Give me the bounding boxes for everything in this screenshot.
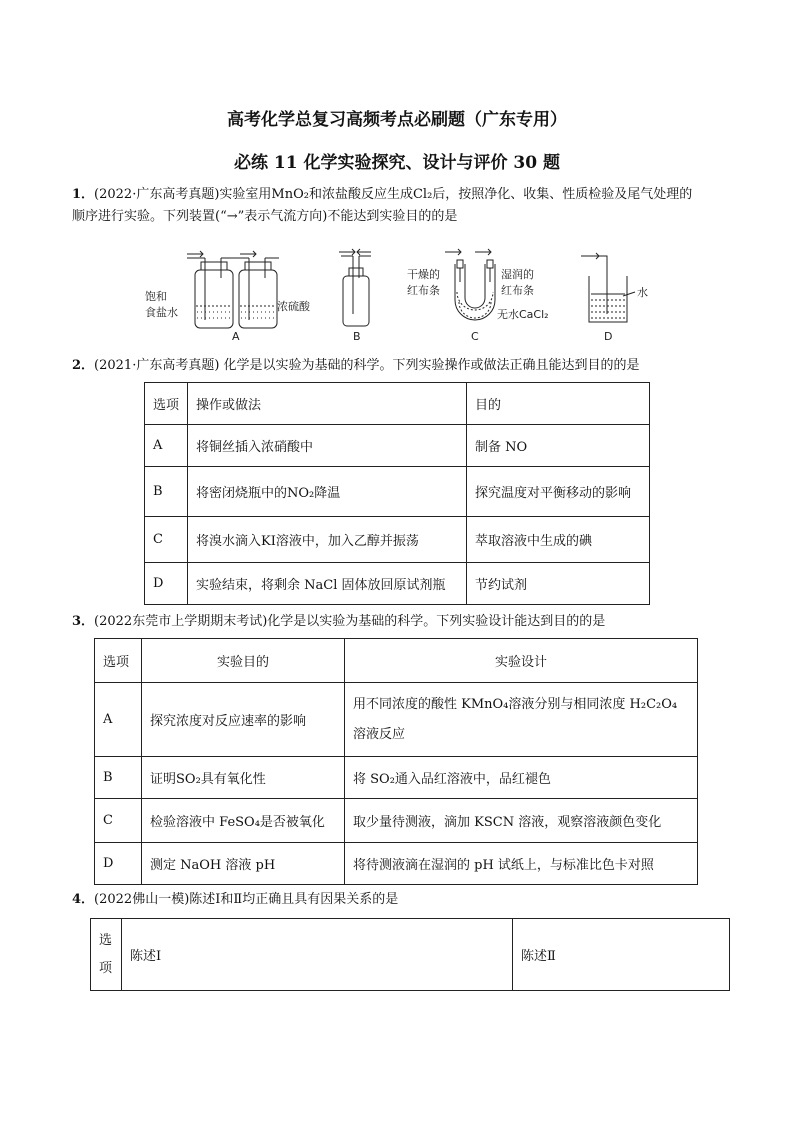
table-cell: 制备 NO (467, 425, 650, 467)
label-c1: 干燥的 (407, 268, 440, 281)
header-cell: 实验目的 (142, 639, 345, 683)
caption-a: A (232, 330, 240, 343)
question-text: (2022·广东高考真题)实验室用MnO₂和浓盐酸反应生成Cl₂后，按照净化、收集、性质检验及尾气处理的 (94, 187, 693, 202)
header-cell: 选项 (145, 383, 188, 425)
table-cell: 将 SO₂通入品红溶液中，品红褪色 (345, 757, 698, 799)
table-cell: 实验结束，将剩余 NaCl 固体放回原试剂瓶 (188, 563, 467, 605)
table-q3 (94, 638, 698, 885)
question-text: (2021·广东高考真题) 化学是以实验为基础的科学。下列实验操作或做法正确且能达到目的的是 (94, 358, 640, 373)
header-cell: 实验设计 (345, 639, 698, 683)
table-cell: 探究温度对平衡移动的影响 (467, 467, 650, 517)
label-c2: 红布条 (407, 284, 440, 297)
table-cell: 检验溶液中 FeSO₄是否被氧化 (142, 799, 345, 843)
table-cell: 将待测液滴在湿润的 pH 试纸上，与标准比色卡对照 (345, 843, 698, 885)
question-number: 2． (72, 358, 95, 373)
device-b (339, 249, 371, 326)
table-row (95, 757, 698, 799)
table-cell: 证明SO₂具有氧化性 (142, 757, 345, 799)
header-cell (91, 919, 122, 991)
header-char: 选 (99, 932, 113, 948)
label-a3: 浓硫酸 (277, 300, 310, 313)
table-row (145, 517, 650, 563)
table-cell: B (145, 467, 188, 517)
label-c5: 无水CaCl₂ (497, 308, 549, 321)
question-1 (72, 184, 732, 228)
table-row (145, 467, 650, 517)
table-header-row (91, 919, 730, 991)
device-a (187, 251, 279, 328)
table-row (145, 425, 650, 467)
table-row (95, 843, 698, 885)
page-title: 高考化学总复习高频考点必刷题（广东专用） (227, 110, 567, 130)
table-cell: 测定 NaOH 溶液 pH (142, 843, 345, 885)
header-cell: 操作或做法 (188, 383, 467, 425)
table-q4 (90, 918, 730, 991)
table-header-row (145, 383, 650, 425)
table-cell: D (95, 843, 142, 885)
cell-line: 用不同浓度的酸性 KMnO₄溶液分别与相同浓度 H₂C₂O₄ (353, 696, 678, 712)
header-cell: 陈述Ⅰ (122, 919, 513, 991)
table-cell: 将铜丝插入浓硝酸中 (188, 425, 467, 467)
table-cell: C (145, 517, 188, 563)
table-q2 (144, 382, 650, 605)
table-cell: 萃取溶液中生成的碘 (467, 517, 650, 563)
page-subtitle: 必练 11 化学实验探究、设计与评价 30 题 (234, 153, 560, 173)
table-row (95, 799, 698, 843)
apparatus-figure (145, 248, 665, 344)
question-text: (2022东莞市上学期期末考试)化学是以实验为基础的科学。下列实验设计能达到目的的是 (94, 614, 606, 629)
table-cell (345, 683, 698, 757)
header-cell: 选项 (95, 639, 142, 683)
header-cell: 陈述Ⅱ (513, 919, 730, 991)
table-row (95, 683, 698, 757)
header-cell: 目的 (467, 383, 650, 425)
cell-line: 溶液反应 (353, 726, 406, 742)
label-c4: 红布条 (501, 284, 534, 297)
label-a1: 饱和 (145, 290, 167, 303)
question-number: 3． (72, 614, 95, 629)
table-header-row (95, 639, 698, 683)
caption-c: C (471, 330, 479, 343)
table-cell: 将密闭烧瓶中的NO₂降温 (188, 467, 467, 517)
table-cell: B (95, 757, 142, 799)
table-cell: 将溴水滴入KI溶液中，加入乙醇并振荡 (188, 517, 467, 563)
table-cell: C (95, 799, 142, 843)
label-d: 水 (637, 286, 648, 299)
question-number: 1． (72, 187, 95, 202)
question-1-line1 (72, 184, 732, 206)
question-number: 4． (72, 892, 95, 907)
header-char: 项 (99, 960, 113, 976)
table-cell: 取少量待测液，滴加 KSCN 溶液，观察溶液颜色变化 (345, 799, 698, 843)
question-3 (72, 611, 732, 633)
caption-d: D (604, 330, 613, 343)
question-text: (2022佛山一模)陈述Ⅰ和Ⅱ均正确且具有因果关系的是 (94, 892, 399, 907)
label-a2: 食盐水 (145, 306, 178, 319)
device-c (445, 249, 495, 320)
caption-b: B (353, 330, 361, 343)
table-cell: A (145, 425, 188, 467)
label-c3: 湿润的 (501, 268, 534, 281)
device-d (581, 253, 635, 322)
table-cell: 探究浓度对反应速率的影响 (142, 683, 345, 757)
table-cell: 节约试剂 (467, 563, 650, 605)
table-row (145, 563, 650, 605)
table-cell: D (145, 563, 188, 605)
question-1-line2: 顺序进行实验。下列装置(“→”表示气流方向)不能达到实验目的的是 (72, 209, 458, 224)
question-4 (72, 889, 732, 911)
question-2 (72, 355, 732, 377)
table-cell: A (95, 683, 142, 757)
